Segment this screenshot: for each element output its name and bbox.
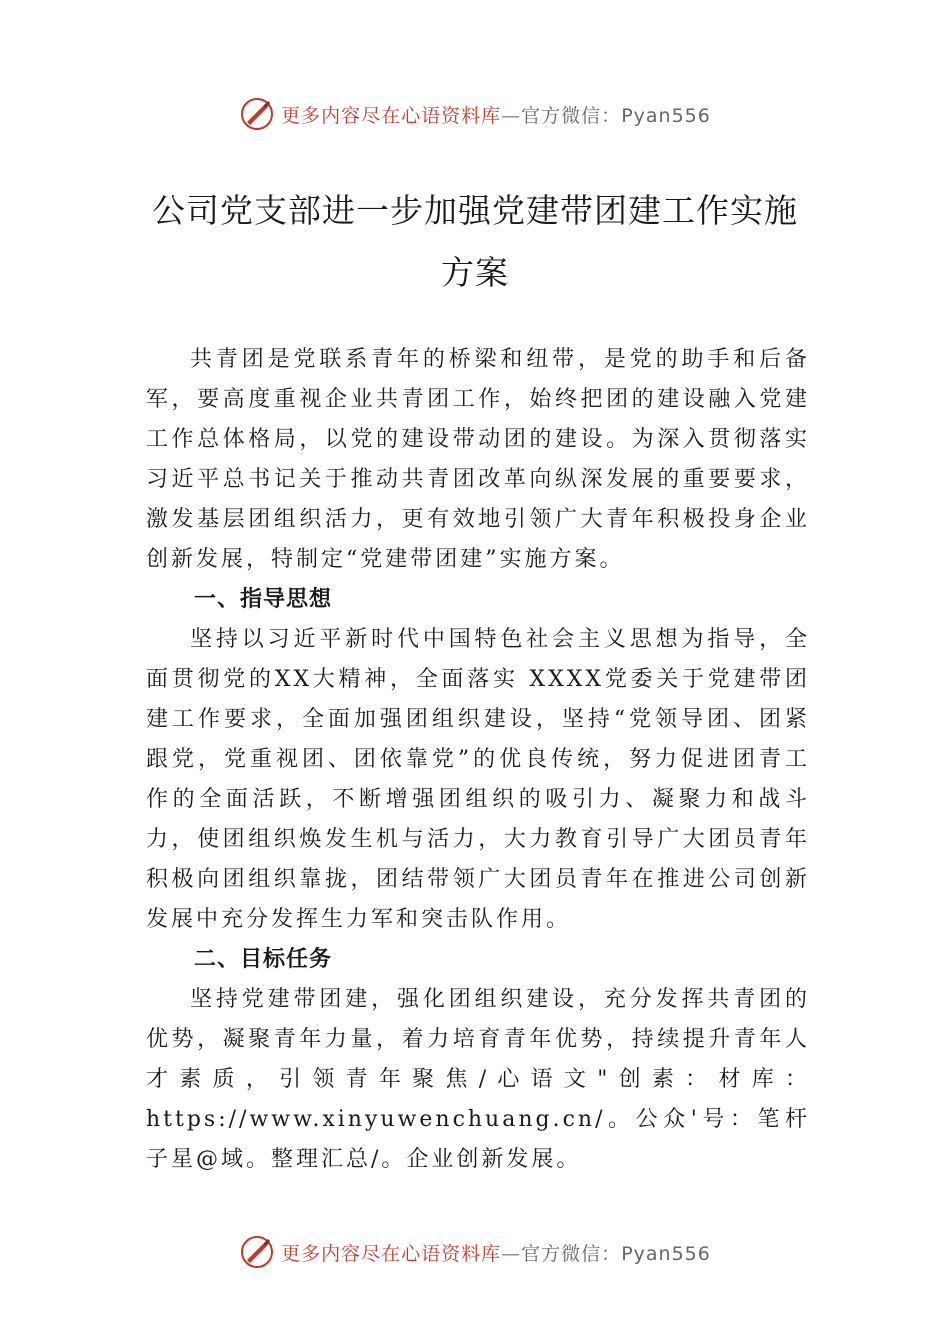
section-paragraph: 坚持党建带团建，强化团组织建设，充分发挥共青团的优势，凝聚青年力量，着力培育青年优势，持续提升青年人才素质，引领青年聚焦/心语文"创素：材库：https://www.xinyuwenchuang.cn/。公众'号：笔杆子星@域。整理汇总/。企业创新发展。: [146, 987, 810, 1172]
banner-wechat-label: 官方微信：: [521, 104, 622, 127]
document-body: [146, 340, 810, 1180]
intro-paragraph: 共青团是党联系青年的桥梁和纽带，是党的助手和后备军，要高度重视企业共青团工作，始终把团的建设融入党建工作总体格局，以党的建设带动团的建设。为深入贯彻落实习近平总书记关于推动共青团改革向纵深发展的重要要求， 激发基层团组织活力，更有效地引领广大青年积极投身企业创新发展，特制定“党建带团建”实施方案。: [146, 347, 810, 572]
document-title: 公司党支部进一步加强党建带团建工作实施方案: [152, 191, 798, 292]
banner-text: [281, 1239, 711, 1266]
banner-slogan: 更多内容尽在心语资料库: [281, 1242, 502, 1265]
pen-logo-icon: [239, 96, 275, 132]
banner-separator: —: [501, 104, 522, 127]
banner-wechat-id: Pyan556: [621, 104, 711, 127]
banner-wechat-id: Pyan556: [621, 1242, 711, 1265]
section-heading: 二、目标任务: [194, 947, 333, 972]
section-paragraph: 坚持以习近平新时代中国特色社会主义思想为指导，全面贯彻党的XX大精神，全面落实 XXXX党委关于党建带团建工作要求，全面加强团组织建设，坚持“党领导团、团紧跟党，党重视团、团依靠党”的优良传统，努力促进团青工作的全面活跃，不断增强团组织的吸引力、凝聚力和战斗力，使团组织焕发生机与活力，大力教育引导广大团员青年积极向团组织靠拢，团结带领广大团员青年在推进公司创新发展中充分发挥生力军和突击队作用。: [146, 627, 810, 932]
section-heading: 一、指导思想: [194, 587, 333, 612]
banner-slogan: 更多内容尽在心语资料库: [281, 104, 502, 127]
header-banner: [0, 94, 950, 134]
footer-banner: [0, 1232, 950, 1272]
banner-text: [281, 101, 711, 128]
banner-wechat-label: 官方微信：: [521, 1242, 622, 1265]
pen-logo-icon: [239, 1234, 275, 1270]
banner-separator: —: [501, 1242, 522, 1265]
